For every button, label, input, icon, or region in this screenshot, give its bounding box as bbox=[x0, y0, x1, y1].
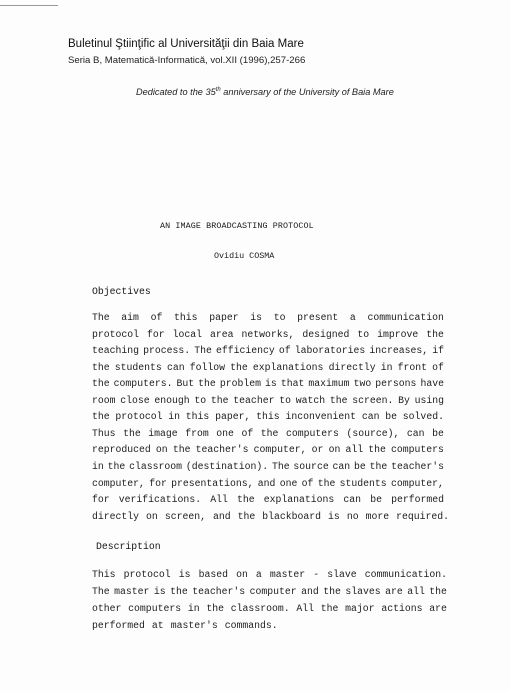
objectives-heading: Objectives bbox=[92, 286, 151, 297]
paragraph-line: This protocol is based on a master - slave communication. bbox=[92, 569, 447, 580]
journal-title: Buletinul Ştiinţific al Universităţii din Baia Mare bbox=[68, 38, 304, 50]
paragraph-line: other computers in the classroom. All the major actions are bbox=[92, 603, 447, 614]
paragraph-line: the students can follow the explanations directly in front of bbox=[92, 361, 444, 373]
paper-title: AN IMAGE BROADCASTING PROTOCOL bbox=[160, 221, 314, 231]
paragraph-line: reproduced on the teacher's computer, or on all the computers bbox=[92, 444, 444, 456]
description-heading: Description bbox=[96, 541, 161, 552]
dedication-text-rest: anniversary of the University of Baia Mare bbox=[220, 87, 394, 98]
header-rule bbox=[0, 5, 58, 6]
paragraph-line: the computers. But the problem is that maximum two persons have bbox=[92, 378, 444, 390]
paragraph-line: Thus the image from one of the computers (source), can be bbox=[92, 427, 444, 439]
dedication-text: Dedicated to the 35 bbox=[136, 87, 216, 98]
paragraph-line: for verifications. All the explanations can be performed bbox=[92, 494, 444, 506]
paragraph-line: teaching process. The efficiency of laboratories increases, if bbox=[92, 345, 444, 357]
paragraph-line: computer, for presentations, and one of the students computer, bbox=[92, 477, 444, 489]
paragraph-line: performed at master's commands. bbox=[92, 620, 278, 631]
paragraph-line: room close enough to the teacher to watch the screen. By using bbox=[92, 394, 444, 406]
paragraph-line: the protocol in this paper, this inconvenient can be solved. bbox=[92, 411, 444, 423]
paragraph-line: protocol for local area networks, designed to improve the bbox=[92, 328, 444, 340]
paragraph-line: in the classroom (destination). The source can be the teacher's bbox=[92, 460, 444, 472]
paragraph-line: The aim of this paper is to present a communication bbox=[92, 312, 444, 323]
paper-author: Ovidiu COSMA bbox=[214, 251, 275, 261]
dedication-superscript: th bbox=[215, 87, 221, 93]
dedication-line bbox=[136, 87, 394, 97]
paragraph-line: The master is the teacher's computer and the slaves are all the bbox=[92, 586, 447, 597]
paragraph-line: directly on screen, and the blackboard is no more required. bbox=[92, 510, 450, 522]
journal-series: Seria B, Matematică-Informatică, vol.XII (1996),257-266 bbox=[68, 55, 306, 66]
